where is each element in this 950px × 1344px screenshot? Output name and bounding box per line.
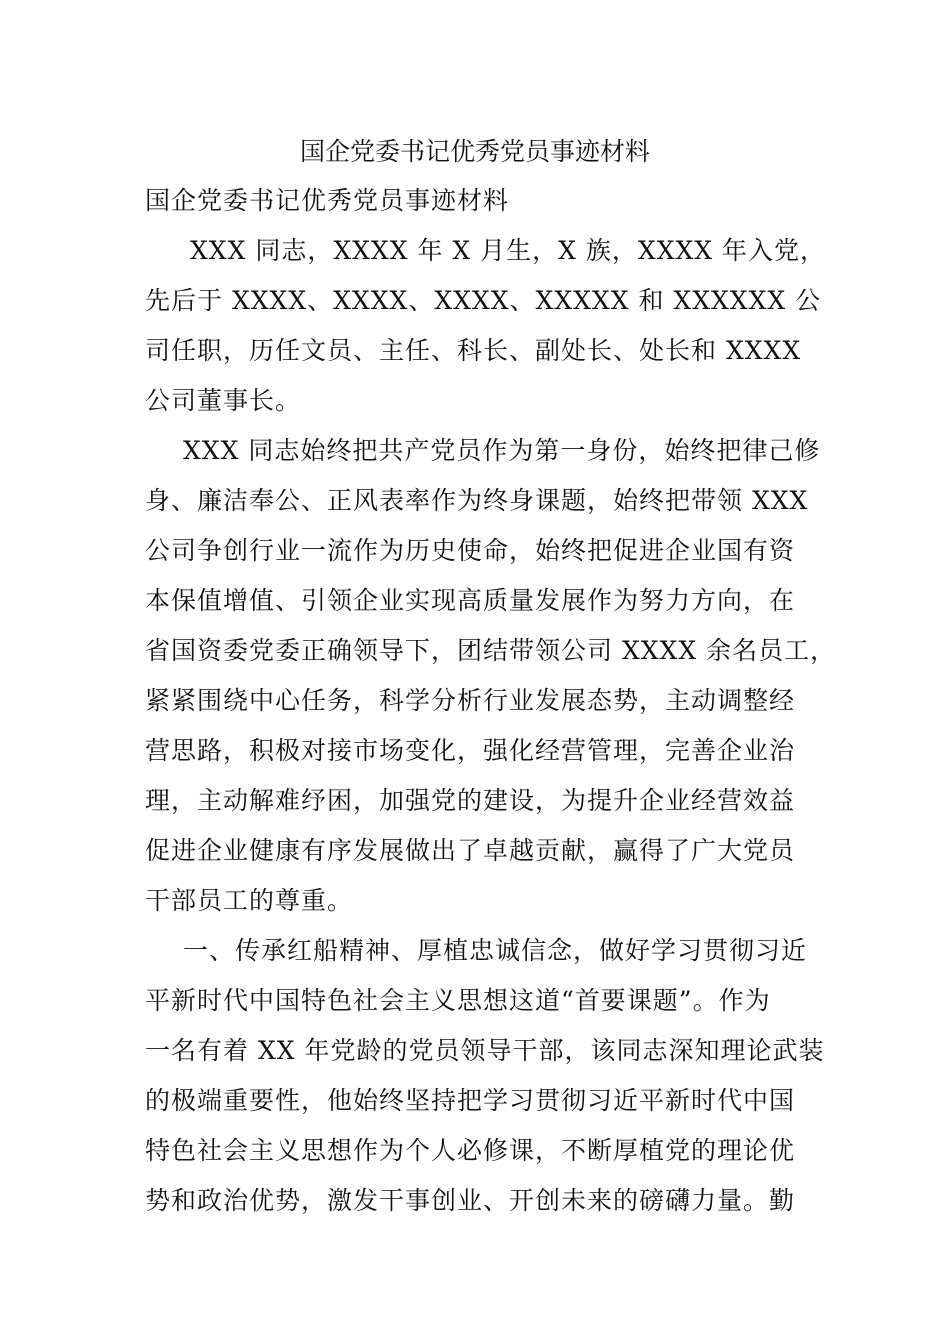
- paragraph-line: 的极端重要性，他始终坚持把学习贯彻习近平新时代中国: [145, 1086, 796, 1115]
- paragraph-line: 促进企业健康有序发展做出了卓越贡献，赢得了广大党员: [145, 836, 796, 865]
- paragraph-line: 司任职，历任文员、主任、科长、副处长、处长和 XXXX: [145, 336, 802, 365]
- paragraph-line: XXX 同志，XXXX 年 X 月生，X 族，XXXX 年入党，: [190, 236, 827, 265]
- paragraph-line: 一名有着 XX 年党龄的党员领导干部，该同志深知理论武装: [145, 1036, 825, 1065]
- paragraph-line: 先后于 XXXX、XXXX、XXXX、XXXXX 和 XXXXXX 公: [145, 286, 822, 315]
- paragraph-line: 紧紧围绕中心任务，科学分析行业发展态势，主动调整经: [145, 686, 796, 715]
- paragraph-line: XXX 同志始终把共产党员作为第一身份，始终把律己修: [183, 436, 821, 465]
- paragraph-line: 一、传承红船精神、厚植忠诚信念，做好学习贯彻习近: [183, 936, 808, 965]
- paragraph-line: 本保值增值、引领企业实现高质量发展作为努力方向，在: [145, 586, 796, 615]
- paragraph-line: 特色社会主义思想作为个人必修课，不断厚植党的理论优: [145, 1136, 796, 1165]
- paragraph-line: 平新时代中国特色社会主义思想这道“首要课题”。作为: [145, 986, 771, 1015]
- paragraph-line: 公司董事长。: [145, 386, 302, 415]
- paragraph-line: 理，主动解难纾困，加强党的建设，为提升企业经营效益: [145, 786, 796, 815]
- document-title: 国企党委书记优秀党员事迹材料: [299, 137, 650, 166]
- paragraph-line: 势和政治优势，激发干事创业、开创未来的磅礴力量。勤: [145, 1186, 796, 1215]
- paragraph-line: 省国资委党委正确领导下，团结带领公司 XXXX 余名员工，: [145, 636, 837, 665]
- paragraph-line: 营思路，积极对接市场变化，强化经营管理，完善企业治: [145, 736, 796, 765]
- document-subtitle: 国企党委书记优秀党员事迹材料: [145, 186, 510, 215]
- paragraph-line: 干部员工的尊重。: [145, 886, 354, 915]
- paragraph-line: 公司争创行业一流作为历史使命，始终把促进企业国有资: [145, 536, 796, 565]
- paragraph-line: 身、廉洁奉公、正风表率作为终身课题，始终把带领 XXX: [145, 486, 809, 515]
